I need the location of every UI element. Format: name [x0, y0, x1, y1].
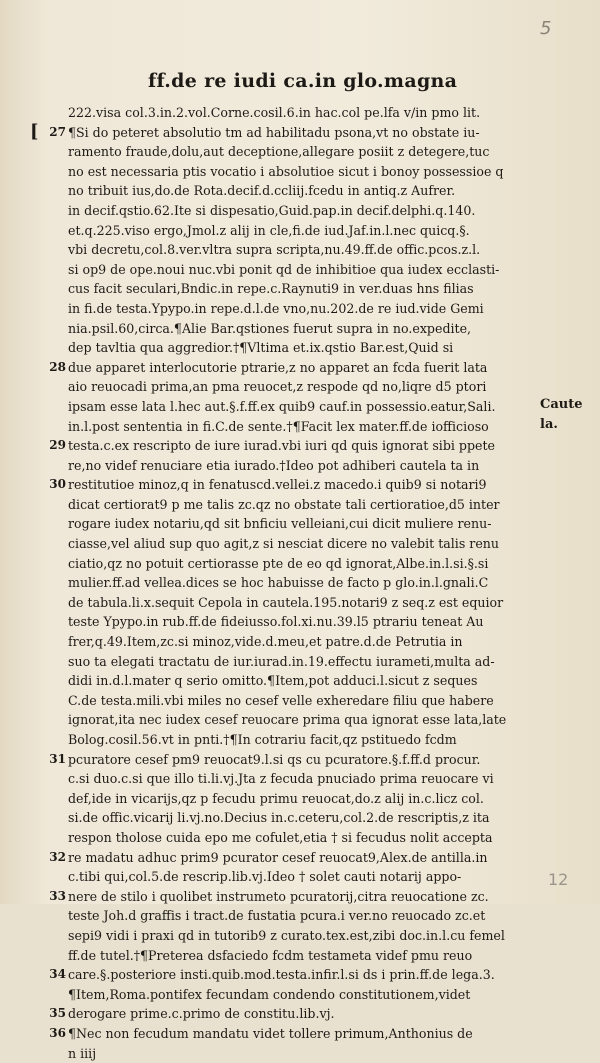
line-text: mulier.ff.ad vellea.dices se hoc habuisse de facto p glo.in.l.gnali.C: [68, 575, 488, 590]
text-line: [68, 887, 538, 907]
line-text: nere de stilo i quolibet instrumeto pcuratorij,citra reuocatione zc.: [68, 889, 489, 904]
text-line: [68, 985, 538, 1005]
line-text: frer,q.49.Item,zc.si minoz,vide.d.meu,et patre.d.de Petrutia in: [68, 634, 463, 649]
line-number: 36: [46, 1024, 66, 1044]
text-line: [68, 417, 538, 437]
margin-bracket: [: [30, 121, 39, 142]
line-number: 31: [46, 750, 66, 770]
text-line: [68, 299, 538, 319]
line-text: dep tavltia qua aggredior.†¶Vltima et.ix.qstio Bar.est,Quid si: [68, 340, 453, 355]
line-text: ciatio,qz no potuit certiorasse pte de eo qd ignorat,Albe.in.l.si.§.si: [68, 556, 488, 571]
text-line: [68, 691, 538, 711]
line-text: due apparet interlocutorie ptrarie,z no apparet an fcda fuerit lata: [68, 360, 487, 375]
line-text: sepi9 vidi i praxi qd in tutorib9 z curato.tex.est,zibi doc.in.l.cu femel: [68, 928, 505, 943]
text-line: [68, 338, 538, 358]
line-text: no est necessaria ptis vocatio i absolutioe sicut i bonoy possessioe q: [68, 164, 503, 179]
text-line: [68, 867, 538, 887]
line-text: care.§.posteriore insti.quib.mod.testa.infir.l.si ds i prin.ff.de lega.3.: [68, 967, 495, 982]
text-line: [68, 436, 538, 456]
text-line: [68, 808, 538, 828]
text-line: [68, 1044, 538, 1063]
line-text: dicat certiorat9 p me talis zc.qz no obstate tali certioratioe,d5 inter: [68, 497, 500, 512]
line-text: teste Ypypo.in rub.ff.de fideiusso.fol.xi.nu.39.l5 ptrariu teneat Au: [68, 614, 483, 629]
text-line: [68, 279, 538, 299]
text-line: [68, 514, 538, 534]
line-text: didi in.d.l.mater q serio omitto.¶Item,pot adduci.l.sicut z seques: [68, 673, 477, 688]
line-text: C.de testa.mili.vbi miles no cesef velle exheredare filiu que habere: [68, 693, 494, 708]
line-text: derogare prime.c.primo de constitu.lib.vj.: [68, 1006, 335, 1021]
line-text: rogare iudex notariu,qd sit bnficiu velleiani,cui dicit muliere renu-: [68, 516, 491, 531]
line-text: suo ta elegati tractatu de iur.iurad.in.19.effectu iurameti,multa ad-: [68, 654, 495, 669]
line-text: re madatu adhuc prim9 pcurator cesef reuocat9,Alex.de antilla.in: [68, 850, 488, 865]
margin-note-line: Caute: [540, 395, 590, 415]
text-line: [68, 142, 538, 162]
text-line: [68, 554, 538, 574]
corner-pencil-mark: 12: [548, 870, 568, 889]
text-line: [68, 103, 538, 123]
text-line: [68, 377, 538, 397]
line-number: 34: [46, 965, 66, 985]
line-text: Bolog.cosil.56.vt in pnti.†¶In cotrariu facit,qz pstituedo fcdm: [68, 732, 457, 747]
text-line: [68, 828, 538, 848]
text-line: [68, 946, 538, 966]
line-text: si op9 de ope.noui nuc.vbi ponit qd de inhibitioe qua iudex ecclasti-: [68, 262, 499, 277]
line-text: def,ide in vicarijs,qz p fecudu primu reuocat,do.z alij in.c.licz col.: [68, 791, 484, 806]
line-text: c.tibi qui,col.5.de rescrip.lib.vj.Ideo † solet cauti notarij appo-: [68, 869, 461, 884]
text-line: [68, 652, 538, 672]
text-line: [68, 1004, 538, 1024]
line-text: ramento fraude,dolu,aut deceptione,allegare posiit z detegere,tuc: [68, 144, 489, 159]
line-number: 32: [46, 848, 66, 868]
text-body: [68, 103, 538, 1063]
line-number: 29: [46, 436, 66, 456]
line-number: 30: [46, 475, 66, 495]
line-text: n iiij: [68, 1046, 96, 1061]
line-text: aio reuocadi prima,an pma reuocet,z respode qd no,liqre d5 ptori: [68, 379, 486, 394]
pencil-page-mark: 5: [540, 18, 551, 39]
line-text: 222.visa col.3.in.2.vol.Corne.cosil.6.in hac.col pe.lfa v/in pmo lit.: [68, 105, 480, 120]
line-text: ¶Item,Roma.pontifex fecundam condendo constitutionem,videt: [68, 987, 470, 1002]
text-line: [68, 573, 538, 593]
text-line: [68, 848, 538, 868]
line-text: respon tholose cuida epo me cofulet,etia † si fecudus nolit accepta: [68, 830, 492, 845]
text-line: [68, 495, 538, 515]
line-text: c.si duo.c.si que illo ti.li.vj.Jta z fecuda pnuciado prima reuocare vi: [68, 771, 494, 786]
text-line: [68, 632, 538, 652]
line-text: ff.de tutel.†¶Preterea dsfaciedo fcdm testameta videf pmu reuo: [68, 948, 472, 963]
text-line: [68, 906, 538, 926]
line-number: 28: [46, 358, 66, 378]
line-number: 27: [46, 123, 66, 143]
text-line: [68, 789, 538, 809]
text-line: [68, 319, 538, 339]
line-text: in.l.post sententia in fi.C.de sente.†¶Facit lex mater.ff.de iofficioso: [68, 419, 489, 434]
line-text: ipsam esse lata l.hec aut.§.f.ff.ex quib9 cauf.in possessio.eatur,Sali.: [68, 399, 495, 414]
text-line: [68, 475, 538, 495]
text-line: [68, 260, 538, 280]
page-header: ff.de re iudi ca.in glo.magna: [148, 70, 548, 92]
line-text: vbi decretu,col.8.ver.vltra supra scripta,nu.49.ff.de offic.pcos.z.l.: [68, 242, 480, 257]
text-line: [68, 1024, 538, 1044]
text-line: [68, 221, 538, 241]
line-text: ¶Nec non fecudum mandatu videt tollere primum,Anthonius de: [68, 1026, 473, 1041]
line-text: re,no videf renuciare etia iurado.†Ideo pot adhiberi cautela ta in: [68, 458, 479, 473]
line-text: de tabula.li.x.sequit Cepola in cautela.195.notari9 z seq.z est equior: [68, 595, 503, 610]
text-line: [68, 181, 538, 201]
text-line: [68, 926, 538, 946]
line-text: ¶Si do peteret absolutio tm ad habilitadu psona,vt no obstate iu-: [68, 125, 480, 140]
line-text: et.q.225.viso ergo,Jmol.z alij in cle,fi.de iud.Jaf.in.l.nec quicq.§.: [68, 223, 470, 238]
line-text: nia.psil.60,circa.¶Alie Bar.qstiones fuerut supra in no.expedite,: [68, 321, 471, 336]
text-line: [68, 750, 538, 770]
line-text: cus facit seculari,Bndic.in repe.c.Raynuti9 in ver.duas hns filias: [68, 281, 474, 296]
line-text: testa.c.ex rescripto de iure iurad.vbi iuri qd quis ignorat sibi ppete: [68, 438, 495, 453]
line-text: in fi.de testa.Ypypo.in repe.d.l.de vno,nu.202.de re iud.vide Gemi: [68, 301, 484, 316]
line-text: teste Joh.d graffis i tract.de fustatia pcura.i ver.no reuocado zc.et: [68, 908, 485, 923]
line-text: ignorat,ita nec iudex cesef reuocare prima qua ignorat esse lata,late: [68, 712, 506, 727]
text-line: [68, 162, 538, 182]
margin-note: [540, 395, 590, 435]
line-text: si.de offic.vicarij li.vj.no.Decius in.c.ceteru,col.2.de rescriptis,z ita: [68, 810, 490, 825]
line-text: pcuratore cesef pm9 reuocat9.l.si qs cu pcuratore.§.f.ff.d procur.: [68, 752, 480, 767]
line-number: 33: [46, 887, 66, 907]
text-line: [68, 240, 538, 260]
text-line: [68, 671, 538, 691]
line-text: no tribuit ius,do.de Rota.decif.d.ccliij.fcedu in antiq.z Aufrer.: [68, 183, 455, 198]
text-line: [68, 965, 538, 985]
text-line: [68, 201, 538, 221]
line-number: 35: [46, 1004, 66, 1024]
text-line: [68, 769, 538, 789]
text-line: [68, 593, 538, 613]
text-line: [68, 730, 538, 750]
text-line: [68, 123, 538, 143]
line-text: ciasse,vel aliud sup quo agit,z si nesciat dicere no valebit talis renu: [68, 536, 499, 551]
margin-note-line: la.: [540, 415, 590, 435]
text-line: [68, 456, 538, 476]
text-line: [68, 397, 538, 417]
line-text: restitutioe minoz,q in fenatuscd.vellei.z macedo.i quib9 si notari9: [68, 477, 487, 492]
text-line: [68, 358, 538, 378]
text-line: [68, 710, 538, 730]
text-line: [68, 534, 538, 554]
text-line: [68, 612, 538, 632]
line-text: in decif.qstio.62.Ite si dispesatio,Guid.pap.in decif.delphi.q.140.: [68, 203, 475, 218]
